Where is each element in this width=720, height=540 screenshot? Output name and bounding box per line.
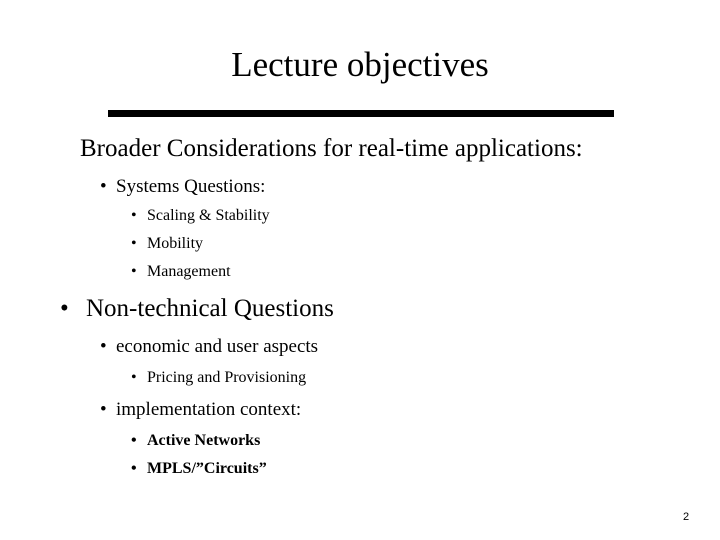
list-item-non-technical [60, 294, 334, 324]
list-item-mobility [131, 234, 203, 254]
bullet-icon: • [131, 460, 137, 477]
list-item-label: Pricing and Provisioning [147, 369, 307, 386]
bullet-icon: • [60, 295, 69, 322]
list-item-label: Scaling & Stability [147, 207, 270, 224]
list-item-label: MPLS/”Circuits” [147, 460, 267, 477]
bullet-icon: • [131, 235, 137, 252]
list-item-systems-questions [100, 176, 265, 198]
bullet-icon: • [131, 207, 137, 224]
list-item-label: Management [147, 263, 231, 280]
list-item-mpls [131, 459, 267, 479]
list-item-label: Mobility [147, 235, 204, 252]
title-divider [108, 110, 614, 117]
list-item-active-networks [131, 431, 260, 451]
list-item-label: economic and user aspects [116, 336, 319, 357]
list-item-implementation [100, 399, 301, 421]
list-item-label: Active Networks [147, 432, 261, 449]
bullet-icon: • [100, 399, 107, 420]
slide-heading: Broader Considerations for real-time applications: [80, 135, 583, 162]
bullet-icon: • [100, 176, 107, 197]
bullet-icon: • [131, 432, 137, 449]
list-item-management [131, 262, 231, 282]
list-item-pricing [131, 368, 306, 388]
page-number: 2 [683, 511, 690, 523]
list-item-label: implementation context: [116, 399, 302, 420]
bullet-icon: • [100, 336, 107, 357]
list-item-economic [100, 336, 318, 358]
slide-title: Lecture objectives [231, 45, 489, 84]
bullet-icon: • [131, 369, 137, 386]
list-item-label: Non-technical Questions [86, 295, 334, 322]
list-item-scaling [131, 206, 270, 226]
bullet-icon: • [131, 263, 137, 280]
list-item-label: Systems Questions: [116, 176, 266, 197]
